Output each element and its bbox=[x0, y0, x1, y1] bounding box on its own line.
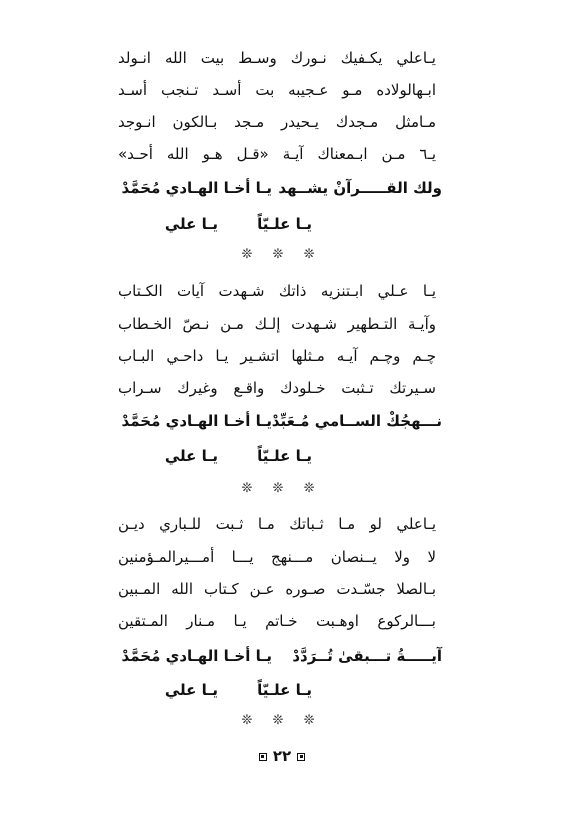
chorus-second-half: يـا أخـا الهـادي مُحَمَّدْ bbox=[121, 179, 272, 197]
refrain-first-half: يـا علـيّاً bbox=[257, 215, 312, 233]
verse-line: وآيـة التـطهير شـهدت إلـك مـن نـصّ الخـطاب bbox=[118, 315, 436, 333]
verse-line: يـاعلي يكـفيك نـورك وسـط بيت الله انـولد bbox=[118, 49, 436, 67]
verse-line: بـــالركوع اوهـبت خـاتم يـا مـنار المـتقين bbox=[118, 612, 436, 630]
refrain-second-half: يـا علي bbox=[164, 215, 218, 233]
verse-line: ابـهالولاده مـو عـجيبه بت أسـد تـنجب أسـد bbox=[118, 81, 436, 99]
stanza-separator: ❊ ❊ ❊ bbox=[241, 713, 323, 728]
verse-line: سـيرتك تـثبت خـلودك واقـع وغيرك سـراب bbox=[118, 379, 436, 397]
chorus-second-half: يـا أخـا الهـادي مُحَمَّدْ bbox=[121, 647, 272, 665]
chorus-first-half: ولك القـــــرآنْ يشــهد bbox=[278, 179, 442, 197]
ornament-box-icon bbox=[297, 753, 305, 761]
page-number-text: ٢٢ bbox=[272, 747, 292, 765]
stanza-separator: ❊ ❊ ❊ bbox=[241, 247, 323, 262]
refrain-second-half: يـا علي bbox=[164, 447, 218, 465]
refrain-first-half: يـا علـيّاً bbox=[257, 447, 312, 465]
verse-line: لا ولا يــنصان مـــنهج يـــا أمـــيرالمـؤمنين bbox=[118, 548, 436, 566]
stanza-separator: ❊ ❊ ❊ bbox=[241, 481, 323, 496]
verse-line: يـاعلي لو مـا ثـباتك مـا ثـبت للـباري ديـن bbox=[118, 515, 436, 533]
chorus-second-half: يـا أخـا الهـادي مُحَمَّدْ bbox=[121, 412, 272, 430]
verse-line: يـ٦ مـن ابـمعناك آيـة «قـل هـو الله أحـد» bbox=[118, 145, 436, 163]
refrain-first-half: يـا علـيّاً bbox=[257, 681, 312, 699]
ornament-box-icon bbox=[259, 753, 267, 761]
chorus-first-half: آيـــــةُ تـــبقىٰ تُــرَدَّدْ bbox=[292, 647, 442, 665]
verse-line: بـالصلا جسّـدت صـوره عـن كـتاب الله المـبين bbox=[118, 580, 436, 598]
verse-line: يـا عـلي ابـتنزيه ذاتك شـهدت آيات الكـتاب bbox=[118, 282, 436, 300]
verse-line: چـم وچـم آيـه مـثلها اتشـير يـا داحـي البـاب bbox=[118, 347, 436, 365]
chorus-first-half: نـــهجُكْ الســامي مُـعَبِّدْ bbox=[271, 412, 442, 430]
refrain-second-half: يـا علي bbox=[164, 681, 218, 699]
page-number bbox=[0, 747, 564, 765]
verse-line: مـامثل مـجدك يـحيدر مـجد بـالكون انـوجد bbox=[118, 113, 436, 131]
